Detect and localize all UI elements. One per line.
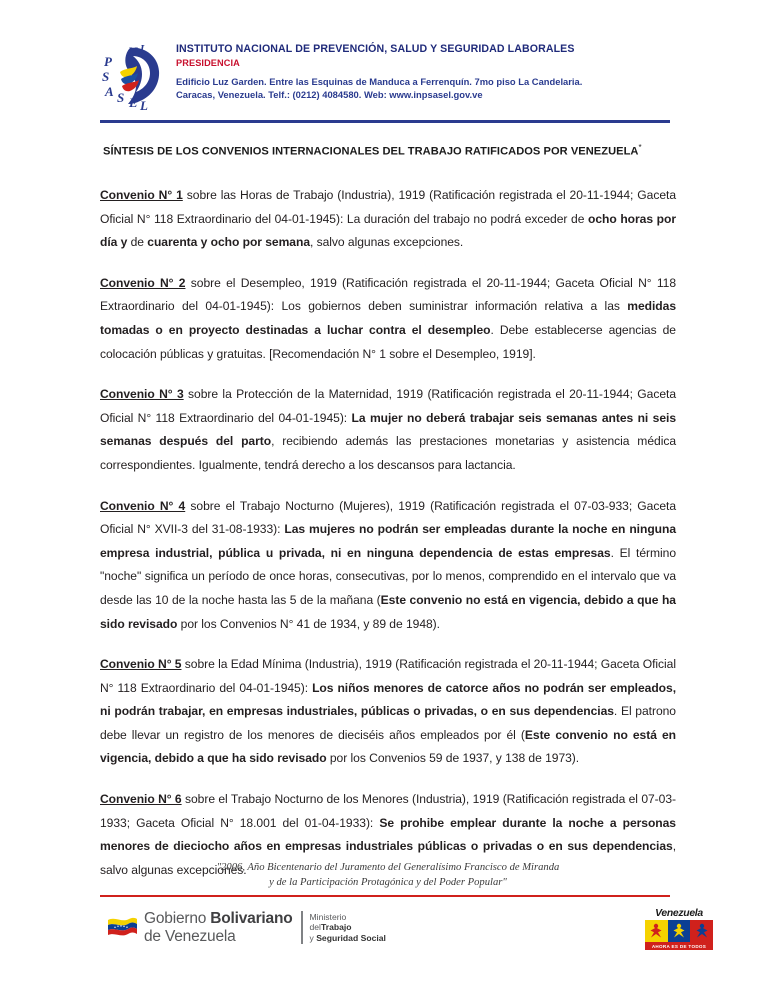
convention-text: sobre el Trabajo Nocturno (Mujeres), 1919 (Ratificación registrada el 07-03-933; Gaceta Oficial N° XVII-3 del 31-08-1933): — [100, 498, 677, 537]
campaign-logo — [645, 908, 713, 950]
convention-text: , salvo algunas excepciones. — [100, 839, 676, 877]
ministry-line-2-bold: Trabajo — [320, 922, 352, 933]
convention-text: , recibiendo además las prestaciones monetarias y asistencia médica correspondientes. Igualmente, tendrá derecho a los descansos para lactancia. — [100, 434, 676, 472]
convention-text: sobre la Edad Mínima (Industria), 1919 (Ratificación registrada el 20-11-1944; Gaceta Oficial N° 118 Extraordinario del 04-01-1945): — [100, 657, 676, 695]
convention-heading: Convenio N° 5 — [100, 657, 182, 672]
venezuela-flag-icon — [107, 915, 138, 940]
address-line-1: Edificio Luz Garden. Entre las Esquinas de Manduca a Ferrenquín. 7mo piso La Candelaria. — [176, 76, 583, 87]
ministry-line-2-light: del — [309, 922, 321, 933]
campaign-logo-word: Venezuela — [655, 908, 703, 919]
convention-heading: Convenio N° 2 — [100, 275, 186, 290]
convention-text: de — [127, 235, 148, 250]
convention-text-emphasis: medidas tomadas o en proyecto destinadas a luchar contra el desempleo — [100, 299, 676, 337]
document-header — [100, 40, 680, 118]
address-line-2: Caracas, Venezuela. Telf.: (0212) 4084580. Web: www.inpsasel.gov.ve — [176, 88, 483, 100]
convention-heading: Convenio N° 6 — [100, 792, 182, 807]
person-star-icon — [695, 923, 709, 939]
svg-text:I: I — [140, 43, 145, 55]
convention-text: por los Convenios 59 de 1937, y 138 de 1973). — [326, 751, 580, 766]
campaign-block-red — [690, 920, 713, 942]
page-title-text: SÍNTESIS DE LOS CONVENIOS INTERNACIONALES DEL TRABAJO RATIFICADOS POR VENEZUELA — [103, 145, 639, 158]
inpsasel-logo-icon — [100, 42, 166, 112]
convention-paragraph — [100, 272, 676, 366]
svg-text:S: S — [117, 90, 125, 105]
svg-text:N: N — [128, 44, 138, 59]
ministry-line-3-bold: Seguridad Social — [316, 932, 386, 943]
convention-text: sobre la Protección de la Maternidad, 1919 (Ratificación registrada el 20-11-1944; Gaceta Oficial N° 118 Extraordinario del 04-01-1945): — [100, 387, 676, 425]
convention-list — [100, 184, 676, 882]
svg-text:A: A — [105, 84, 114, 99]
convention-text-emphasis: Este convenio no está en vigencia, debido a que ha sido revisado — [100, 727, 676, 766]
convention-paragraph — [100, 653, 676, 771]
campaign-block-blue — [668, 920, 691, 942]
gob-word-light: Gobierno — [144, 910, 211, 927]
person-star-icon — [672, 923, 686, 939]
convention-paragraph — [100, 184, 676, 255]
convention-paragraph — [100, 383, 676, 477]
campaign-block-yellow — [645, 920, 668, 942]
page-title — [103, 143, 678, 158]
convention-heading: Convenio N° 3 — [100, 387, 184, 402]
convention-text: sobre el Desempleo, 1919 (Ratificación registrada el 20-11-1944; Gaceta Oficial N° 118 Extraordinario del 04-01-1945): Los gobiernos deben suministrar información relativa a las — [100, 275, 676, 314]
header-divider — [100, 120, 670, 123]
convention-text-emphasis: La mujer no deberá trabajar seis semanas antes ni seis semanas después del parto — [100, 410, 676, 449]
campaign-logo-blocks — [645, 920, 713, 942]
ministry-logo-text — [310, 912, 386, 944]
logo-divider — [301, 911, 303, 944]
convention-text: sobre las Horas de Trabajo (Industria), 1919 (Ratificación registrada el 20-11-1944; Gaceta Oficial N° 118 Extraordinario del 04-01-1945): La duración del trabajo no podrá exceder de — [100, 188, 676, 226]
convention-text: , salvo algunas excepciones. — [310, 235, 464, 250]
ministry-line-1: Ministerio — [309, 911, 347, 922]
convention-text-emphasis: ocho horas por día y — [100, 211, 676, 250]
footer-slogan — [100, 861, 676, 890]
convention-text-emphasis: cuarenta y ocho por semana — [147, 235, 310, 250]
convention-text-emphasis: Los niños menores de catorce años no podrán ser empleados, ni podrán trabajar, en empresas industriales, públicas o privadas, o en sus dependencias — [100, 680, 677, 719]
footer-divider — [100, 895, 670, 897]
gob-line-2: de Venezuela — [144, 927, 236, 945]
person-star-icon — [649, 923, 663, 939]
convention-text-emphasis: Se prohibe emplear durante la noche a personas menores de dieciocho años en empresas industriales públicas o privadas o en sus dependencias — [100, 815, 676, 854]
ministry-line-3-light: y — [309, 932, 317, 943]
svg-text:S: S — [102, 69, 110, 84]
convention-text: por los Convenios N° 41 de 1934, y 89 de 1948). — [177, 616, 440, 631]
convention-heading: Convenio N° 4 — [100, 498, 186, 513]
header-text-block — [176, 40, 582, 101]
convention-heading: Convenio N° 1 — [100, 188, 183, 202]
svg-text:E: E — [129, 95, 138, 110]
slogan-line-1: "2006, Año Bicentenario del Juramento del Generalísimo Francisco de Miranda — [216, 862, 560, 873]
svg-text:L: L — [140, 98, 148, 112]
convention-text-emphasis: Este convenio no está en vigencia, debido a que ha sido revisado — [100, 592, 676, 631]
convention-paragraph — [100, 495, 676, 637]
institution-name: INSTITUTO NACIONAL DE PREVENCIÓN, SALUD Y SEGURIDAD LABORALES — [176, 43, 575, 55]
convention-text: sobre el Trabajo Nocturno de los Menores (Industria), 1919 (Ratificación registrada el 07-03-1933; Gaceta Oficial N° 18.001 del 01-04-1933): — [100, 792, 676, 830]
government-logo — [107, 910, 386, 945]
department-name: PRESIDENCIA — [176, 58, 240, 68]
convention-text: . El término "noche" significa un período de once horas, consecutivas, por lo menos, comprendido en el intervalo que va desde las 10 de la noche hasta las 5 de la mañana ( — [100, 545, 676, 607]
convention-text: . Debe establecerse agencias de colocación públicas y gratuitas. [Recomendación N° 1 sobre el Desempleo, 1919]. — [100, 322, 676, 361]
campaign-logo-tagline: AHORA ES DE TODOS — [645, 942, 713, 950]
government-logo-text — [144, 910, 293, 945]
convention-text: . El patrono debe llevar un registro de los menores de dieciséis años empleados por él ( — [100, 704, 676, 742]
footnote-marker: * — [638, 143, 642, 152]
gob-word-bold: Bolivariano — [210, 910, 293, 927]
svg-text:P: P — [104, 54, 112, 69]
convention-text-emphasis: Las mujeres no podrán ser empleadas durante la noche en ninguna empresa industrial, pública u privada, ni en ninguna dependencia de estas empresas — [100, 522, 677, 560]
slogan-line-2: y de la Participación Protagónica y del Poder Popular" — [269, 876, 507, 888]
